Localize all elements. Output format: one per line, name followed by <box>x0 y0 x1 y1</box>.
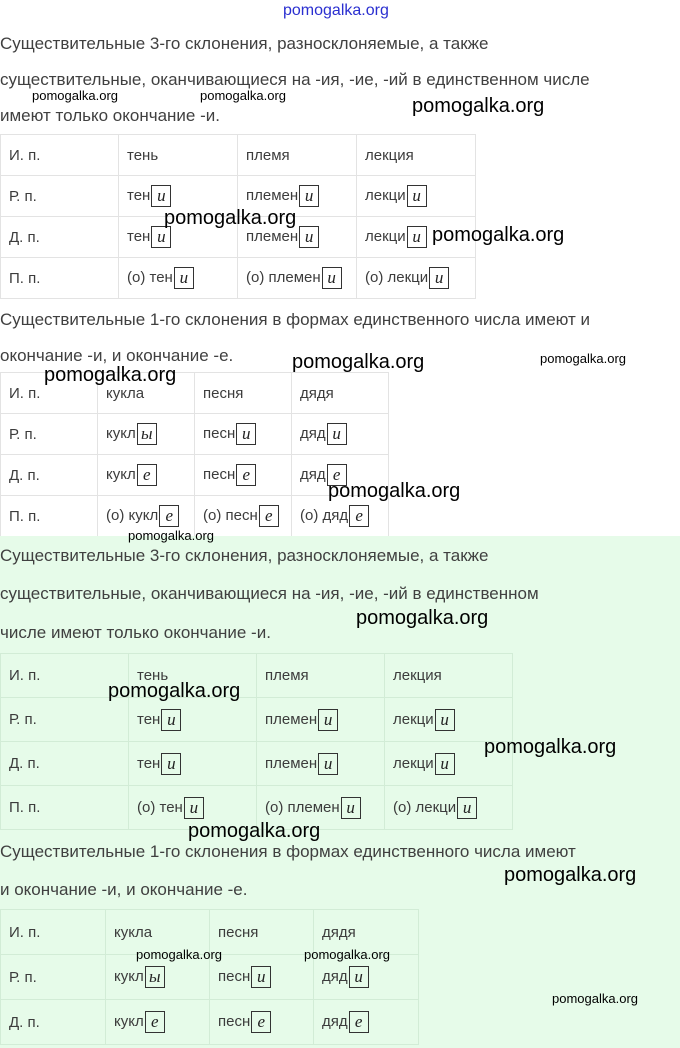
ending-box: и <box>299 226 319 248</box>
watermark[interactable]: pomogalka.org <box>540 351 626 366</box>
word-stem: лекци <box>393 710 434 728</box>
word-cell <box>129 698 257 742</box>
word-stem: дядя <box>322 923 356 941</box>
table-body <box>1 373 389 537</box>
ending-box: и <box>318 709 338 731</box>
watermark[interactable]: pomogalka.org <box>504 864 637 886</box>
word-stem: лекция <box>393 667 442 684</box>
word-stem: (о) племен <box>265 798 340 816</box>
watermark[interactable]: pomogalka.org <box>484 736 617 758</box>
ending-box: е <box>251 1011 271 1033</box>
word-stem: дяд <box>322 1012 348 1030</box>
ending-box: и <box>151 226 171 248</box>
case-label: Р. п. <box>1 698 129 742</box>
declension-table-4 <box>0 909 419 1045</box>
table-row <box>1 1000 419 1045</box>
section-3-line-2: существительные, оканчивающиеся на -ия, -ие, -ий в единственном <box>0 584 539 603</box>
case-label: И. п. <box>1 373 98 414</box>
word-cell <box>238 135 357 176</box>
watermark[interactable]: pomogalka.org <box>292 351 425 373</box>
word-cell <box>257 742 385 786</box>
section-1 <box>0 24 680 300</box>
watermark[interactable]: pomogalka.org <box>200 88 286 103</box>
word-stem: тень <box>137 667 169 684</box>
word-stem: дядя <box>300 384 334 402</box>
watermark[interactable]: pomogalka.org <box>44 364 177 386</box>
watermark[interactable]: pomogalka.org <box>136 947 222 962</box>
word-stem: племен <box>265 710 318 728</box>
word-cell <box>195 373 292 414</box>
case-label: П. п. <box>1 258 119 299</box>
case-label: И. п. <box>1 654 129 698</box>
word-cell <box>292 414 389 455</box>
ending-box: е <box>349 505 369 527</box>
table-row <box>1 654 513 698</box>
ending-box: и <box>435 753 455 775</box>
case-label: Д. п. <box>1 742 129 786</box>
table-row <box>1 742 513 786</box>
watermark[interactable]: pomogalka.org <box>128 528 214 543</box>
word-stem: кукл <box>106 424 136 442</box>
word-stem: песня <box>203 384 244 402</box>
table-row <box>1 414 389 455</box>
word-stem: лекци <box>365 186 406 204</box>
word-stem: племен <box>246 227 299 245</box>
case-label: Р. п. <box>1 955 106 1000</box>
word-stem: лекци <box>365 227 406 245</box>
word-stem: дяд <box>322 967 348 985</box>
word-stem: (о) племен <box>246 268 321 286</box>
ending-box: и <box>407 185 427 207</box>
word-stem: тень <box>127 146 159 164</box>
ending-box: ы <box>145 966 165 988</box>
word-stem: тен <box>137 754 161 772</box>
word-cell <box>257 654 385 698</box>
ending-box: и <box>322 267 342 289</box>
case-label: И. п. <box>1 135 119 176</box>
word-stem: племен <box>246 186 299 204</box>
watermark[interactable]: pomogalka.org <box>108 680 241 702</box>
word-stem: кукл <box>114 967 144 985</box>
ending-box: и <box>236 423 256 445</box>
section-4-line-1: Существительные 1-го склонения в формах единственного числа имеют <box>0 842 576 861</box>
word-cell <box>292 373 389 414</box>
word-stem: племен <box>265 754 318 772</box>
watermark[interactable]: pomogalka.org <box>356 607 489 629</box>
word-cell <box>385 786 513 830</box>
declension-table-3 <box>0 653 513 830</box>
table-row <box>1 698 513 742</box>
word-cell <box>357 135 476 176</box>
table-body <box>1 654 513 830</box>
word-stem: кукла <box>114 923 153 941</box>
ending-box: е <box>259 505 279 527</box>
watermark[interactable]: pomogalka.org <box>412 95 545 117</box>
word-stem: лекци <box>393 754 434 772</box>
section-2-line-1: Существительные 1-го склонения в формах единственного числа имеют и <box>0 310 591 329</box>
case-label: Д. п. <box>1 455 98 496</box>
watermark[interactable]: pomogalka.org <box>188 820 321 842</box>
word-stem: (о) песн <box>203 506 258 524</box>
watermark[interactable]: pomogalka.org <box>304 947 390 962</box>
word-cell <box>314 1000 419 1045</box>
word-stem: песня <box>218 923 259 941</box>
ending-box: и <box>161 753 181 775</box>
word-cell <box>98 455 195 496</box>
word-stem: кукл <box>106 465 136 483</box>
word-stem: песн <box>203 424 236 442</box>
ending-box: и <box>429 267 449 289</box>
word-cell <box>119 258 238 299</box>
word-cell <box>238 258 357 299</box>
word-stem: песн <box>203 465 236 483</box>
ending-box: е <box>159 505 179 527</box>
word-stem: (о) лекци <box>365 268 429 286</box>
word-cell <box>357 176 476 217</box>
word-cell <box>385 654 513 698</box>
ending-box: е <box>137 464 157 486</box>
case-label: Р. п. <box>1 414 98 455</box>
table-body <box>1 910 419 1045</box>
case-label: П. п. <box>1 496 98 537</box>
ending-box: и <box>184 797 204 819</box>
ending-box: и <box>151 185 171 207</box>
ending-box: е <box>236 464 256 486</box>
word-cell <box>195 414 292 455</box>
word-stem: песн <box>218 967 251 985</box>
watermark[interactable]: pomogalka.org <box>432 224 565 246</box>
word-stem: (о) тен <box>127 268 173 286</box>
watermark[interactable]: pomogalka.org <box>328 480 461 502</box>
section-1-line-2: существительные, оканчивающиеся на -ия, -ие, -ий в единственном числе <box>0 70 590 89</box>
word-stem: тен <box>127 186 151 204</box>
word-cell <box>257 698 385 742</box>
ending-box: и <box>407 226 427 248</box>
case-label: Д. п. <box>1 1000 106 1045</box>
word-cell <box>119 135 238 176</box>
watermark[interactable]: pomogalka.org <box>164 207 297 229</box>
ending-box: и <box>299 185 319 207</box>
section-3-line-3: числе имеют только окончание -и. <box>0 623 271 642</box>
ending-box: и <box>349 966 369 988</box>
ending-box: и <box>318 753 338 775</box>
word-stem: (о) дяд <box>300 506 349 524</box>
section-2-line-2: окончание -и, и окончание -е. <box>0 346 234 365</box>
ending-box: е <box>145 1011 165 1033</box>
word-stem: дяд <box>300 424 326 442</box>
ending-box: и <box>161 709 181 731</box>
word-stem: племя <box>246 146 290 164</box>
section-3 <box>0 536 680 832</box>
case-label: Д. п. <box>1 217 119 258</box>
table-row <box>1 258 476 299</box>
word-stem: племя <box>265 667 309 684</box>
watermark[interactable]: pomogalka.org <box>552 991 638 1006</box>
word-cell <box>98 414 195 455</box>
word-cell <box>385 698 513 742</box>
word-stem: дяд <box>300 465 326 483</box>
header-watermark[interactable]: pomogalka.org <box>283 2 389 19</box>
section-1-line-3: имеют только окончание -и. <box>0 106 220 125</box>
word-cell <box>210 1000 314 1045</box>
ending-box: и <box>435 709 455 731</box>
ending-box: и <box>251 966 271 988</box>
watermark[interactable]: pomogalka.org <box>32 88 118 103</box>
section-4-line-2: и окончание -и, и окончание -е. <box>0 880 248 899</box>
table-row <box>1 135 476 176</box>
word-cell <box>210 955 314 1000</box>
word-stem: кукла <box>106 384 145 402</box>
word-stem: (о) тен <box>137 798 183 816</box>
word-cell <box>210 910 314 955</box>
word-cell <box>195 455 292 496</box>
ending-box: и <box>327 423 347 445</box>
word-stem: песн <box>218 1012 251 1030</box>
ending-box: и <box>341 797 361 819</box>
word-cell <box>106 1000 210 1045</box>
word-stem: (о) кукл <box>106 506 159 524</box>
word-stem: кукл <box>114 1012 144 1030</box>
ending-box: и <box>457 797 477 819</box>
case-label: И. п. <box>1 910 106 955</box>
section-1-line-1: Существительные 3-го склонения, разносклоняемые, а также <box>0 34 489 53</box>
word-stem: лекция <box>365 146 414 164</box>
word-stem: тен <box>127 227 151 245</box>
ending-box: ы <box>137 423 157 445</box>
ending-box: е <box>349 1011 369 1033</box>
word-cell <box>129 742 257 786</box>
word-stem: (о) лекци <box>393 798 457 816</box>
case-label: Р. п. <box>1 176 119 217</box>
case-label: П. п. <box>1 786 129 830</box>
ending-box: и <box>174 267 194 289</box>
ending-box: е <box>327 464 347 486</box>
word-cell <box>357 258 476 299</box>
word-stem: тен <box>137 710 161 728</box>
section-3-line-1: Существительные 3-го склонения, разносклоняемые, а также <box>0 546 489 565</box>
declension-table-2 <box>0 372 389 537</box>
